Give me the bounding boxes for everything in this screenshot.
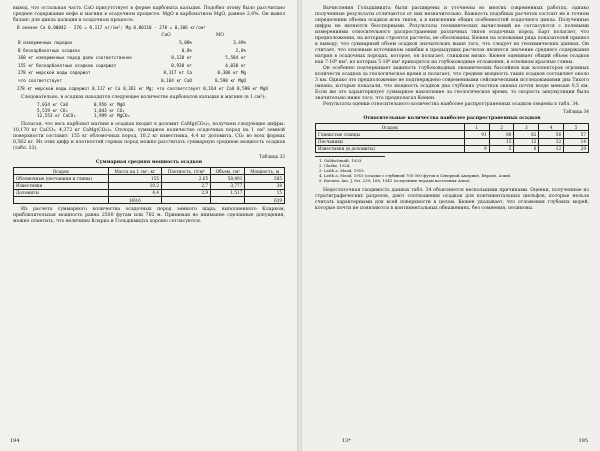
table34-cell: Песчаники <box>316 138 465 145</box>
table34-header-cell: 2 <box>489 124 514 131</box>
calc-body <box>17 40 247 85</box>
footnote: 1. Goldschmidt, 1933. <box>319 158 363 164</box>
table34-title: Относительные количества наиболее распространенных осадков <box>363 116 541 122</box>
table34-cell: 29 <box>564 145 589 152</box>
table-row <box>14 182 285 189</box>
table34-cell: 80 <box>489 131 514 138</box>
calc-row-cao: 0,117 кг Ca <box>163 71 192 77</box>
table33-total-mass: 169,6 <box>108 197 161 204</box>
table34-cell: 56 <box>539 131 564 138</box>
calc-row <box>17 78 247 86</box>
table33-cell: 15 <box>245 189 285 196</box>
table34-cell: 6 <box>514 145 539 152</box>
table-row <box>14 175 285 182</box>
dolomite-paragraph: Полагая, что весь карбонат магния в осадках входит в доломит CaMg(CO₃)₂, получаем следующие цифры: 10,170 кг CaCO₃, 4,372 кг CaMg(CO₃)₂. Отсюда, суммарное количество осадочных пород на 1 см² земной поверхности составит: 155 кг обломочных пород, 10,2 кг известняка, 4,4 кг доломита, CO₂ во всех формах 8,562 кг. Из этих цифр и плотностей горных пород можно рассчитать суммарную среднюю мощность осадков (табл. 33). <box>13 121 285 151</box>
calc-row <box>17 70 247 78</box>
footnotes <box>315 158 589 183</box>
footnote-rule <box>315 156 385 157</box>
table34-cell: 15 <box>489 138 514 145</box>
table34-header-cell: 3 <box>514 124 539 131</box>
carbonate-right <box>94 103 130 120</box>
footnote: 4. Leith a. Mead, 1915 (осадки с глубиной 700 000 футов в Северной Америке, Европе, Азии). <box>319 173 512 179</box>
calc-header: В океане Ca 0,00042 · 276 = 0,117 кг/см²; Mg 0,00110 · 278 = 0,306 кг/см² <box>17 25 206 31</box>
table34-cell: 14 <box>564 138 589 145</box>
right-paragraph-2: Он особенно подчеркивает важность глубоководных океанических бассейнов как коллекторов огромных количеств осадков за геологическое время и полагает, что средняя мощность таких осадков составляет около 3 км. Однако это предположение не подтверждено современными сейсмическими исследованиями дна Тихого океана, которые показали, что мощность осадков дна глубоких участков океана почти везде меньше 0,5 км. Если же это характеризует суммарное накопление за геологическое время, то скорость аккумуляции была значительно ниже того, что предполагал Кюнен. <box>315 65 589 101</box>
right-page-number: 195 <box>578 438 588 444</box>
table34-cell: Известняки (и доломиты) <box>316 145 465 152</box>
table34-cell: 9 <box>464 145 489 152</box>
calc-row <box>17 40 247 48</box>
calc-row-mo: 0,306 кг Mg <box>217 71 246 77</box>
table33-title: Суммарная средняя мощность осадков <box>95 160 203 166</box>
footnote: 2. Clarke, 1924. <box>319 163 351 169</box>
table34-cell <box>464 138 489 145</box>
calc-table <box>17 32 247 85</box>
calc-row <box>17 55 247 63</box>
calc-block <box>17 26 285 92</box>
table33-cell: 2,9 <box>162 189 211 196</box>
left-page-number: 194 <box>10 438 20 444</box>
calc-row-mo: 5,584 кг <box>225 56 246 62</box>
table33-cell: 1,517 <box>211 189 245 196</box>
calc-row-label: 155 кг бескарбонатных осадков содержат <box>18 63 117 69</box>
carbonate-line: 7,034 кг CaO <box>37 103 69 109</box>
calc-row-cao: 0,164 кг CaO <box>160 78 192 84</box>
carbonate-line: 12,553 кг CaCO₃ <box>37 114 76 120</box>
signature-mark: 13* <box>342 438 351 444</box>
calc-col-cao: CaO <box>161 33 171 39</box>
calc-row-cao: 0,930 кг <box>171 63 192 69</box>
table34-cell: Глинистые сланцы <box>316 131 465 138</box>
table34-cell: 12 <box>514 138 539 145</box>
table34-header-row <box>316 124 589 131</box>
calc-row-cao: 5,08% <box>179 41 192 47</box>
left-column <box>13 6 285 225</box>
table33-cell: Доломиты <box>14 189 109 196</box>
table34-header-cell: 5 <box>564 124 589 131</box>
calc-row-label: что соответствует <box>18 78 62 84</box>
bottom-paragraph: Из расчета суммарного количества осадочных пород земного шара, выполненного Кларком, приблизительная мощность равна 2500 футам или 762 м. Принимая во внимание сделанные допущения, можно отметить, что величины Кларка и Гольдшмидта хорошо согласуются. <box>13 207 285 225</box>
left-page <box>0 0 298 451</box>
table33-cell: 4,4 <box>108 189 161 196</box>
table34-cell: 32 <box>539 138 564 145</box>
table34-header-cell: 1 <box>464 124 489 131</box>
sled-paragraph: Следовательно, в осадках находится следующее количество карбонатов кальция и магния (в 1 см²): <box>21 95 266 101</box>
calc-row-label: В бескарбонатных осадках <box>18 48 81 54</box>
table33-cell: 10,2 <box>108 182 161 189</box>
table33-cell: Обломочные (песчаники и глины) <box>14 175 109 182</box>
calc-row-label: 160 кг изверженных пород дали соответственно <box>18 56 132 62</box>
table33-cell: Известняки <box>14 182 109 189</box>
carbonate-line: 1,043 кг CO₂ <box>93 108 125 114</box>
table33-cell: 2,7 <box>162 182 211 189</box>
right-paragraph-1: Вычисления Гольдшмидта были расширены и уточнены во многих современных работах, однако полученные результаты отличаются от них незначительно. Важность подобных расчетов состоит не в точном определении объема осадков всех типов, а в выяснении общих особенностей осадочного цикла. Полученные цифры не являются бесспорными. Результаты геохимических вычислений не согласуются с полевыми измерениями относительного распространения различных типов осадочных пород. Барт полагает, что предположения, на которых строятся расчеты, не обоснованы. Кюнен на основании ряда показателей пришел к выводу, что суммарный объем осадков значительно выше того, что следует из геохимических данных. Он считает, что основным источником ошибки в предыдущих расчетах является значение среднего содержания натрия в осадочных породах, которое, он полагает, слишком низко. Кюнен оценивает общий объем осадков как 7·10⁸ км³, из которых 5·10⁸ км³ приходятся на глубоководные отложения, в основном красные глины. <box>315 6 589 65</box>
calc-row-mo: 3,49% <box>233 41 246 47</box>
table33-total-row <box>14 197 285 204</box>
table33-cell: 155 <box>108 175 161 182</box>
table34-cell: 82 <box>514 131 539 138</box>
table34-cell: 57 <box>564 131 589 138</box>
table33-header-cell: Мощность, м <box>245 168 285 175</box>
table34-header-cell: Осадок <box>316 124 465 131</box>
calc-row-cao: 8,128 кг <box>171 56 192 62</box>
calc-col-mo: MO <box>216 33 224 39</box>
table33-cell: 38 <box>245 182 285 189</box>
calc-row-cao: 0,8% <box>181 48 192 54</box>
right-paragraph-4: Недостаточная сходимость данных табл. 34 объясняется несколькими причинами. Оценки, полученные из стратиграфических разрезов, дают соотношения осадков для континентальных шельфов, которые нельзя считать характерными для всей поверхности в целом. Кюнен указывает, что отложения глубоких морей, которые почти не появляются в континентальных обнажениях, без сомнения, пелиновы. <box>315 188 589 212</box>
intro-paragraph: вывод, что остальная часть CaO присутствует в форме карбоната кальция. Подобно этому было рассчитано среднее содержание нефе и магния в осадочном процессе. MgO в карбонатном MgO, равное 2,6%. Он вывел баланс для цикла кальция в осадочном процессе. <box>13 6 285 23</box>
table33-header-row <box>14 168 285 175</box>
table33-header-cell: Масса на 1 см², кг <box>108 168 161 175</box>
carbonate-block <box>37 103 285 120</box>
table33-cell: 585 <box>245 175 285 182</box>
calc-row-mo: 0,598 кг MgO <box>214 78 246 84</box>
table34-body <box>316 131 589 153</box>
right-paragraph-3: Результаты оценки относительного количества наиболее распространенных осадков сведены в табл. 34. <box>323 101 580 107</box>
table33-header-cell: Плотность, г/см³ <box>162 168 211 175</box>
table34-cell: 12 <box>539 145 564 152</box>
footnote: 3. Leith a. Mead, 1915. <box>319 168 365 174</box>
table-row <box>14 189 285 196</box>
table33-header-cell: Объем, см³ <box>211 168 245 175</box>
table33 <box>13 167 285 204</box>
table34-cell: 5 <box>489 145 514 152</box>
carbonate-line: 1,999 кг MgCO₃ <box>93 114 131 120</box>
table34-caption: Таблица 34 <box>563 110 589 116</box>
calc-row-mo: 4,030 кг <box>225 63 246 69</box>
table33-cell: 2,65 <box>162 175 211 182</box>
calc-result: 278 кг морской воды содержат 0,117 кг Ca 0,361 кг Mg; что соответствует 0,164 кг CaO 0,598 кг MgO <box>17 86 268 92</box>
carbonate-line: 0,956 кг MgO <box>93 103 125 109</box>
table33-total-thickness: 639 <box>245 197 285 204</box>
table33-cell: 58,491 <box>211 175 245 182</box>
calc-row <box>17 63 247 71</box>
right-page <box>302 0 600 451</box>
table-row <box>316 145 589 152</box>
table-row <box>316 138 589 145</box>
calc-row-label: В изверженных породах <box>18 41 73 47</box>
table33-cell: 3,777 <box>211 182 245 189</box>
carbonate-line: 5,519 кг CO₂ <box>37 108 69 114</box>
table-row <box>316 131 589 138</box>
table34-cell: 91 <box>464 131 489 138</box>
table33-header-cell: Осадок <box>14 168 109 175</box>
carbonate-left <box>37 103 76 120</box>
calc-row <box>17 48 247 56</box>
table33-body <box>14 175 285 197</box>
table33-caption: Таблица 33 <box>259 154 285 160</box>
footnote: 5. Kuenen, Am. J. Sci. 239, 168, 1941 (осадочные породы восточных Альп). <box>319 178 471 184</box>
table34 <box>315 123 589 153</box>
table34-header-cell: 4 <box>539 124 564 131</box>
calc-row-label: 278 кг морской воды содержат <box>18 71 91 77</box>
right-column <box>315 6 589 212</box>
calc-row-mo: 2,6% <box>235 48 246 54</box>
